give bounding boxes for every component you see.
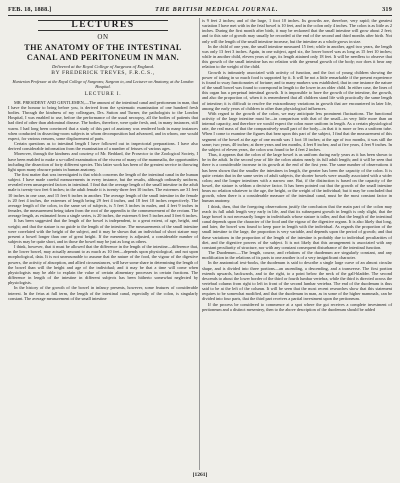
header-page-number: 319: [382, 5, 392, 13]
paragraph: In the anatomical text-books, the duodenum is said to describe a single large curve of an almost circular shape, and is divided into three portions—an ascending, a descending, and a transverse. The first portion extends upwards, backwards, and to the right, to a point below the neck of the gall-bladder. The second descends to about the lower border of the third or fourth lumbar vertebra, while the third is directed across the vertebral column from right to left in front of the second lumbar vertebra. The end of the duodenum is thus said to be at the left of the column. It will be seen that the most recent researches show that this statement requires to be somewhat modified, and that the duodenum in man, as in some of the higher mammals, can be divided into four parts, that the third part receives a partial investment upon the peritoneum.: [202, 260, 392, 302]
paragraph: MR. PRESIDENT AND GENTLEMEN,—The amount of the intestinal canal and peritoneum in man, that I have the honour to bring before you, is derived from the systematic examination of one hundred fresh bodies. Through the kindness of my colleagues, Drs. Sutton and Turner, the pathologists to the London Hospital, I was enabled to use, before the performance of the usual necropsy, all the bodies of patients that had died of other than abdominal disease. The bodies, therefore, were quite fresh, and, in many instances, still warm. I had long been convinced that a study of this part of anatomy was rendered both in many instances when conducted in dissecting-room subjects in whom decomposition had advanced, and in whom, one would expect, for various reasons, some displacement of parts.: [8, 99, 198, 141]
author-affiliation: Hunterian Professor at the Royal College of Surgeons; Surgeon to, and Lecturer on Anatomy, at the London Hospital.: [12, 78, 194, 89]
paragraph: I think, however, that it must be allowed that the difference in the length of the intestine—difference that, in the lower bowel, may actually amount to as much as 10 feet—depends upon physiological, and not upon morphological, data. It is not unreasonable to assume that the nature of the food, the vigour of the digestive powers, the activity of absorption, and allied circumstances, will have some share in determining the length of the bowel than will the height and age of the individual; and it may be that a time will come when physiologists may be able to explain the value of certain alimentary processes in certain fractions. The difference in length of the intestine in different subjects has been hitherto somewhat neglected by physiologists.: [8, 244, 198, 286]
paragraph: Growth is intimately associated with activity of function, and the fact of young children showing the power of taking in so much food is supported by it. It will be not a little remarkable if the present experience is found to sway functionaries of fortune; and to many markers was established, that in one instance the nature of the small bowel was found to correspond in length to the lower in an older child. In either case, the lines of this organ has a perpetual intestinal growth. It is impossible to have the growth of the intestine, the growth, and also the proportion of, when it is remembered that all children stand life with practically the same length of intestine; it is difficult to resolve the extraordinary variations in growth that are encountered in later life, among the early years of children to other than physiological influences.: [202, 69, 392, 111]
paragraph: is 9 feet 2 inches; and of the large, 1 foot 10 inches. Its growths are, therefore, very rapid; the greatest variation I have met with in the fetal bowel is 10 feet, and in the colon only 4 inches. The colon is as little as 2 inches. During the first month after birth, it may be reckoned that the small intestine will grow about 2 feet; and to this rate of growth may usually be recorded at the end of the second and third months after birth. Not only will the length of the small intestine increase, but the intestine as a whole grows in size.: [202, 18, 392, 44]
header-journal-title: THE BRITISH MEDICAL JOURNAL.: [155, 5, 279, 13]
paragraph: With regard to the growth of the colon, we may anticipate less prominent fluctuations. The functional activity of the large intestine must be—in comparison with that of the small—in very little more than an internal capacity, and therefore we would expect the colon more uniform in length. As a certain physiological rate, the real mass of that the comparatively small part of the body—in that it is more or less a uniform tube. When I come to examine the figures that bear upon this part of the subject, I find that the measurement of this segment of the bowel at the age of one month was 1 foot 10 inches; at the age of two months, it was still the same; two years, 40 inches; at three years and ten months, 4 feet 8 inches; and at five years, 4 feet 9 inches. In the subject of eleven years, the colon was found to be 4 feet 2 inches.: [202, 110, 392, 152]
title-on: ON: [97, 33, 109, 42]
paragraph: It has been suggested that the length of the bowel is independent, to a great extent, of age, height, and weight; and that the stature is no guide to the length of the intestine. The measurements of the small intestine were correlated with the height of the subject, and it may be shown that an individual of short stature may present a bowel longer than one of great height. If the mesentery is adjusted, a considerable number of subjects may be quite short, and in those the bowel may be just as long as others.: [8, 218, 198, 244]
column-divider: [199, 18, 200, 470]
delivered-note: Delivered at the Royal College of Surgeons of England.: [51, 64, 155, 70]
lecture-number: LECTURE I.: [84, 90, 122, 97]
paragraph: I think, then, that the foregoing observations justify the conclusion that the main part of the colon may reach its full adult length very early in life, and that its subsequent growth in length is only slight, that the large bowel is not necessarily longer in individuals whose stature is taller, and that the length of the intestinal canal depends upon the character of the food and the vigour of the digestive organs. It is also likely that long, and later, the bowel was found to keep pace in length with the individual. As regards the proportion of the small intestine to the large, the proportion is very variable, and depends upon the period of growth; and that these variations in the proportion of the length of the intestine is probably due to individual peculiarities of diet, and the digestive powers of the subject. It is not likely that this arrangement is associated with any constant peculiarity of structure, nor with any constant consequent disturbance of the intestinal function.: [202, 203, 392, 250]
right-column: [202, 18, 392, 312]
author-byline: BY FREDERICK TREVES, F.R.C.S.,: [51, 70, 155, 77]
paragraph: Certain questions as to intestinal length I have followed out in inspectorial preparations. I have also derived considerable information from the examination of a number of fetuses of various ages.: [8, 141, 198, 152]
header-date: FEB. 18, 1888.]: [8, 5, 52, 13]
article-title-block: [8, 20, 198, 97]
paragraph: In the history of the growth of the bowel in infancy presents, however, some features of considerable interest. In the fetus at full term, the length of the intestinal canal, especially of the colon, is singularly constant. The average measurement of the small intestine: [8, 285, 198, 301]
paragraph: Thus, it appears that the colon of the large bowel is as uniform during early years as it has been shown to be in the adult. In the second year of life the colon attains nearly its full adult length; and it will be seen that there is a considerable increase in its growth at the end of the first year. The same number of observations it has been shown that the smaller the intestines in length, the greater has been the capacity of the colon. It is quite certain that in the same series of adult subjects, the shorter bowels were usually associated with a wider colon; and the longer intestines with a narrow one. But, if the distinction is based on the capacity of the bowel, the stature is seldom a decisive factor. It has been pointed out that the growth of the small intestine bears no relation whatever to the age, the height, or the weight of the individual; but it may be concluded that growth, when there is a considerable measure of the intestinal canal, must be the most constant factor in human anatomy.: [202, 152, 392, 204]
running-header: [8, 4, 392, 14]
left-column: [8, 18, 198, 301]
article-title: THE ANATOMY OF THE INTESTINAL CANAL AND PERITONEUM IN MAN.: [24, 43, 182, 62]
paragraph: The Duodenum.—The length, course, and relations of the duodenum are singularly constant, and any modification in the relations of its parts to one another is of a very insignificant character.: [202, 250, 392, 261]
paragraph: The first matter that was investigated is that which concerns the length of the intestinal canal in the human subject. I have made careful measurements in every instance, but the results, although ordinarily uniform, revealed even unsuspected factors in intestinal. I find that the average length of the small intestine in the adult male is twenty-two feet 6 inches; in the adult female it is twenty-three feet 10 inches. The extremes are 31 feet 10 inches in one case, and 15 feet 6 inches in another. The average length of the small intestine in the female is 20 feet 4 inches, the extremes of length being 29 feet 4 inches, and 18 feet 10 inches respectively. The average length of the colon, in the same set of subjects, is 5 feet 3 inches in males, and 4 feet 9 inches in females, the measurement being taken from the root of the appendix to the commencement of the rectum. The average length, as estimated from a single series, is 20 inches, the extremes 6 feet 5 inches and 3 feet 6 inches.: [8, 171, 198, 219]
lectures-heading: LECTURES: [38, 20, 168, 31]
paragraph: If the process be considered to commence at a spot where the gut receives a complete investment of peritoneum and a distinct mesentery, then to the above description of the duodenum should be added: [202, 301, 392, 312]
header-rule: [8, 15, 392, 16]
paragraph: In the child of one year, the small intestine measured 15 feet; while in another, aged two years, the length was only 13 feet 3 inches. Again, in one subject, aged six, the lower bowel was as long as 15 feet 10 inches; while in another child, eleven years of age, its length attained only 18 feet. It will be needless to observe that this growth of the small intestine has no relation with the general growth of the body; nor does it bear any relation to the weight of the child.: [202, 43, 392, 70]
page-footer-id: [1261]: [192, 472, 208, 478]
paragraph: Moreover, through the kindness and courtesy of Mr. Beddard, the Prosector to the Zoological Society, I have been enabled to make a so-called examination of the viscera of many of the mammalia, the opportunities including the dissection of forty different species. This latter work has been of the greatest service in throwing light upon many obscure points in human anatomy.: [8, 151, 198, 172]
